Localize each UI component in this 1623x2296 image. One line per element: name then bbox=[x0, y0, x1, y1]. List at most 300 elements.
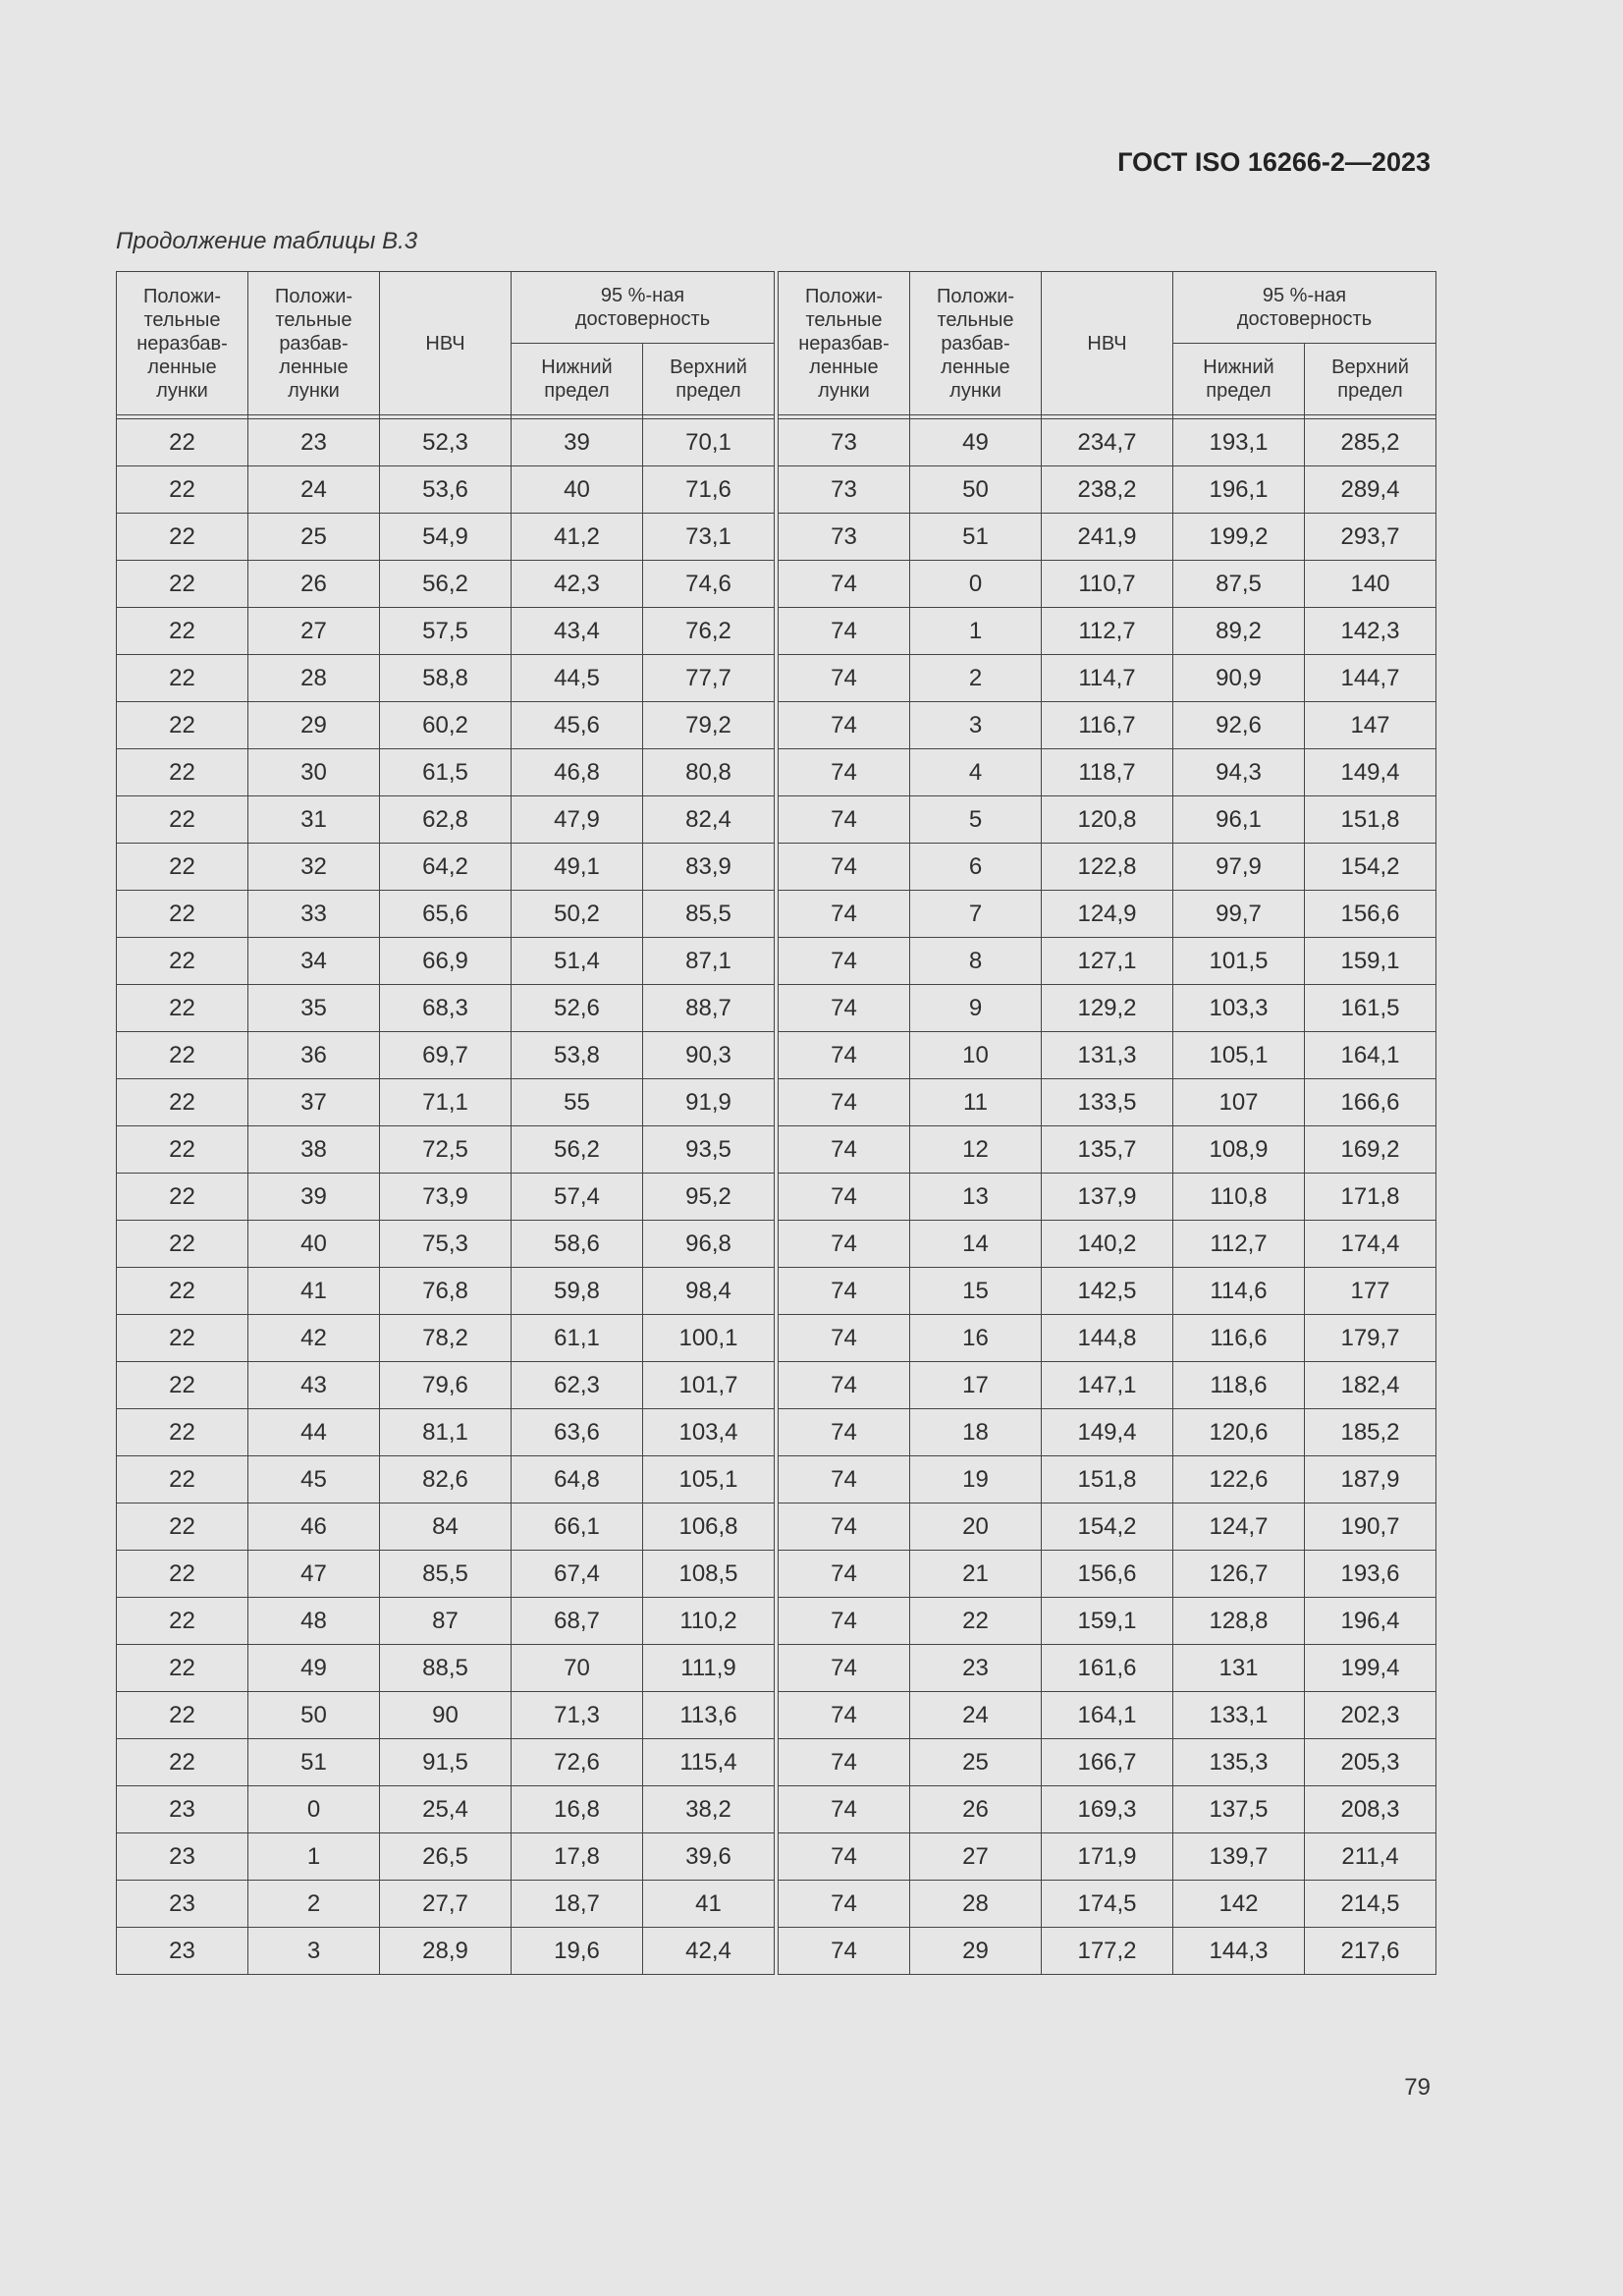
table-cell: 166,7 bbox=[1042, 1739, 1173, 1786]
header-upper-limit: Верхний предел bbox=[643, 344, 775, 415]
table-cell: 42 bbox=[248, 1315, 380, 1362]
table-cell: 53,8 bbox=[512, 1032, 643, 1079]
table-cell: 116,6 bbox=[1173, 1315, 1305, 1362]
table-cell: 19,6 bbox=[512, 1928, 643, 1975]
table-cell: 22 bbox=[117, 1456, 248, 1503]
table-cell: 49,1 bbox=[512, 844, 643, 891]
table-cell: 108,9 bbox=[1173, 1126, 1305, 1174]
table-cell: 74 bbox=[779, 1503, 910, 1551]
table-row bbox=[117, 514, 1436, 561]
table-cell: 22 bbox=[117, 1692, 248, 1739]
table-cell: 74 bbox=[779, 938, 910, 985]
table-cell: 73 bbox=[779, 419, 910, 466]
table-row bbox=[117, 1786, 1436, 1833]
table-cell: 108,5 bbox=[643, 1551, 775, 1598]
table-row bbox=[117, 1268, 1436, 1315]
table-cell: 124,9 bbox=[1042, 891, 1173, 938]
table-cell: 147 bbox=[1305, 702, 1436, 749]
table-row bbox=[117, 1126, 1436, 1174]
table-cell: 93,5 bbox=[643, 1126, 775, 1174]
table-row bbox=[117, 796, 1436, 844]
table-cell: 11 bbox=[910, 1079, 1042, 1126]
table-cell: 73,1 bbox=[643, 514, 775, 561]
table-cell: 80,8 bbox=[643, 749, 775, 796]
table-cell: 82,4 bbox=[643, 796, 775, 844]
table-cell: 87,5 bbox=[1173, 561, 1305, 608]
header-confidence-group: 95 %-ная достоверность bbox=[512, 272, 775, 344]
table-row bbox=[117, 419, 1436, 466]
table-cell: 89,2 bbox=[1173, 608, 1305, 655]
table-cell: 47,9 bbox=[512, 796, 643, 844]
table-row bbox=[117, 1362, 1436, 1409]
table-cell: 74 bbox=[779, 1221, 910, 1268]
table-cell: 79,6 bbox=[380, 1362, 512, 1409]
document-id: ГОСТ ISO 16266-2—2023 bbox=[1117, 147, 1431, 177]
table-cell: 90,3 bbox=[643, 1032, 775, 1079]
table-cell: 142,5 bbox=[1042, 1268, 1173, 1315]
table-cell: 135,7 bbox=[1042, 1126, 1173, 1174]
table-cell: 63,6 bbox=[512, 1409, 643, 1456]
table-cell: 70,1 bbox=[643, 419, 775, 466]
table-cell: 31 bbox=[248, 796, 380, 844]
table-cell: 51,4 bbox=[512, 938, 643, 985]
table-row bbox=[117, 1551, 1436, 1598]
table-cell: 8 bbox=[910, 938, 1042, 985]
table-cell: 164,1 bbox=[1042, 1692, 1173, 1739]
table-cell: 70 bbox=[512, 1645, 643, 1692]
table-cell: 74 bbox=[779, 1598, 910, 1645]
table-cell: 24 bbox=[910, 1692, 1042, 1739]
table-cell: 22 bbox=[117, 1079, 248, 1126]
table-cell: 22 bbox=[117, 1032, 248, 1079]
table-row bbox=[117, 938, 1436, 985]
table-cell: 12 bbox=[910, 1126, 1042, 1174]
table-cell: 22 bbox=[117, 702, 248, 749]
header-confidence-group: 95 %-ная достоверность bbox=[1173, 272, 1436, 344]
table-row bbox=[117, 844, 1436, 891]
table-cell: 156,6 bbox=[1305, 891, 1436, 938]
table-cell: 241,9 bbox=[1042, 514, 1173, 561]
table-cell: 64,8 bbox=[512, 1456, 643, 1503]
table-cell: 3 bbox=[248, 1928, 380, 1975]
table-cell: 151,8 bbox=[1042, 1456, 1173, 1503]
table-cell: 23 bbox=[117, 1786, 248, 1833]
table-row bbox=[117, 655, 1436, 702]
table-body bbox=[117, 419, 1436, 1975]
table-cell: 101,7 bbox=[643, 1362, 775, 1409]
table-cell: 88,7 bbox=[643, 985, 775, 1032]
table-cell: 28 bbox=[248, 655, 380, 702]
table-cell: 83,9 bbox=[643, 844, 775, 891]
table-cell: 75,3 bbox=[380, 1221, 512, 1268]
table-cell: 17 bbox=[910, 1362, 1042, 1409]
table-cell: 23 bbox=[117, 1833, 248, 1881]
table-cell: 164,1 bbox=[1305, 1032, 1436, 1079]
table-row bbox=[117, 749, 1436, 796]
table-cell: 36 bbox=[248, 1032, 380, 1079]
table-cell: 111,9 bbox=[643, 1645, 775, 1692]
table-cell: 78,2 bbox=[380, 1315, 512, 1362]
table-cell: 74,6 bbox=[643, 561, 775, 608]
table-cell: 149,4 bbox=[1042, 1409, 1173, 1456]
table-cell: 19 bbox=[910, 1456, 1042, 1503]
table-cell: 56,2 bbox=[380, 561, 512, 608]
table-cell: 110,2 bbox=[643, 1598, 775, 1645]
table-cell: 122,8 bbox=[1042, 844, 1173, 891]
table-cell: 23 bbox=[117, 1928, 248, 1975]
table-cell: 79,2 bbox=[643, 702, 775, 749]
table-cell: 22 bbox=[117, 466, 248, 514]
table-cell: 51 bbox=[248, 1739, 380, 1786]
table-cell: 61,1 bbox=[512, 1315, 643, 1362]
table-cell: 217,6 bbox=[1305, 1928, 1436, 1975]
table-cell: 98,4 bbox=[643, 1268, 775, 1315]
header-lower-limit: Нижний предел bbox=[1173, 344, 1305, 415]
table-cell: 113,6 bbox=[643, 1692, 775, 1739]
table-caption: Продолжение таблицы В.3 bbox=[116, 228, 418, 254]
table-cell: 120,6 bbox=[1173, 1409, 1305, 1456]
table-cell: 3 bbox=[910, 702, 1042, 749]
table-cell: 289,4 bbox=[1305, 466, 1436, 514]
table-cell: 10 bbox=[910, 1032, 1042, 1079]
table-row bbox=[117, 1409, 1436, 1456]
table-cell: 58,6 bbox=[512, 1221, 643, 1268]
table-cell: 71,6 bbox=[643, 466, 775, 514]
table-cell: 25 bbox=[248, 514, 380, 561]
table-row bbox=[117, 1881, 1436, 1928]
table-cell: 22 bbox=[117, 1503, 248, 1551]
table-row bbox=[117, 1833, 1436, 1881]
table-cell: 74 bbox=[779, 1268, 910, 1315]
table-cell: 67,4 bbox=[512, 1551, 643, 1598]
table-cell: 144,8 bbox=[1042, 1315, 1173, 1362]
table-cell: 22 bbox=[117, 1739, 248, 1786]
table-row bbox=[117, 1645, 1436, 1692]
table-cell: 137,5 bbox=[1173, 1786, 1305, 1833]
table-cell: 87,1 bbox=[643, 938, 775, 985]
table-cell: 140,2 bbox=[1042, 1221, 1173, 1268]
table-cell: 71,1 bbox=[380, 1079, 512, 1126]
table-cell: 44,5 bbox=[512, 655, 643, 702]
table-cell: 45,6 bbox=[512, 702, 643, 749]
table-cell: 166,6 bbox=[1305, 1079, 1436, 1126]
table-cell: 16,8 bbox=[512, 1786, 643, 1833]
table-cell: 45 bbox=[248, 1456, 380, 1503]
table-cell: 127,1 bbox=[1042, 938, 1173, 985]
table-cell: 74 bbox=[779, 844, 910, 891]
table-cell: 161,6 bbox=[1042, 1645, 1173, 1692]
table-cell: 43 bbox=[248, 1362, 380, 1409]
table-cell: 22 bbox=[117, 1645, 248, 1692]
table-cell: 30 bbox=[248, 749, 380, 796]
table-cell: 177 bbox=[1305, 1268, 1436, 1315]
table-cell: 106,8 bbox=[643, 1503, 775, 1551]
table-cell: 50 bbox=[910, 466, 1042, 514]
table-row bbox=[117, 1315, 1436, 1362]
table-cell: 29 bbox=[248, 702, 380, 749]
table-cell: 71,3 bbox=[512, 1692, 643, 1739]
table-cell: 174,5 bbox=[1042, 1881, 1173, 1928]
table-cell: 77,7 bbox=[643, 655, 775, 702]
table-cell: 41,2 bbox=[512, 514, 643, 561]
table-cell: 64,2 bbox=[380, 844, 512, 891]
table-cell: 22 bbox=[117, 796, 248, 844]
table-cell: 22 bbox=[117, 1362, 248, 1409]
table-cell: 94,3 bbox=[1173, 749, 1305, 796]
table-cell: 90,9 bbox=[1173, 655, 1305, 702]
table-cell: 38,2 bbox=[643, 1786, 775, 1833]
table-cell: 211,4 bbox=[1305, 1833, 1436, 1881]
table-cell: 66,9 bbox=[380, 938, 512, 985]
table-cell: 177,2 bbox=[1042, 1928, 1173, 1975]
table-row bbox=[117, 1928, 1436, 1975]
table-cell: 22 bbox=[117, 1221, 248, 1268]
table-cell: 65,6 bbox=[380, 891, 512, 938]
table-cell: 34 bbox=[248, 938, 380, 985]
table-cell: 39,6 bbox=[643, 1833, 775, 1881]
table-cell: 42,3 bbox=[512, 561, 643, 608]
table-cell: 76,8 bbox=[380, 1268, 512, 1315]
table-cell: 234,7 bbox=[1042, 419, 1173, 466]
table-cell: 156,6 bbox=[1042, 1551, 1173, 1598]
table-cell: 43,4 bbox=[512, 608, 643, 655]
table-cell: 193,1 bbox=[1173, 419, 1305, 466]
table-cell: 96,1 bbox=[1173, 796, 1305, 844]
table-cell: 33 bbox=[248, 891, 380, 938]
table-cell: 25,4 bbox=[380, 1786, 512, 1833]
table-cell: 74 bbox=[779, 1833, 910, 1881]
table-cell: 74 bbox=[779, 1786, 910, 1833]
table-cell: 59,8 bbox=[512, 1268, 643, 1315]
table-cell: 22 bbox=[117, 1598, 248, 1645]
table-cell: 135,3 bbox=[1173, 1739, 1305, 1786]
table-cell: 208,3 bbox=[1305, 1786, 1436, 1833]
table-cell: 107 bbox=[1173, 1079, 1305, 1126]
table-cell: 159,1 bbox=[1042, 1598, 1173, 1645]
table-cell: 5 bbox=[910, 796, 1042, 844]
table-cell: 26 bbox=[248, 561, 380, 608]
table-cell: 118,6 bbox=[1173, 1362, 1305, 1409]
table-cell: 73,9 bbox=[380, 1174, 512, 1221]
header-positive-diluted: Положи- тельные разбав- ленные лунки bbox=[248, 272, 380, 415]
table-row bbox=[117, 466, 1436, 514]
table-cell: 122,6 bbox=[1173, 1456, 1305, 1503]
table-cell: 24 bbox=[248, 466, 380, 514]
table-cell: 110,8 bbox=[1173, 1174, 1305, 1221]
table-cell: 179,7 bbox=[1305, 1315, 1436, 1362]
table-row bbox=[117, 1598, 1436, 1645]
table-cell: 97,9 bbox=[1173, 844, 1305, 891]
table-cell: 15 bbox=[910, 1268, 1042, 1315]
table-cell: 7 bbox=[910, 891, 1042, 938]
table-cell: 44 bbox=[248, 1409, 380, 1456]
table-cell: 62,3 bbox=[512, 1362, 643, 1409]
table-cell: 101,5 bbox=[1173, 938, 1305, 985]
table-cell: 238,2 bbox=[1042, 466, 1173, 514]
table-row bbox=[117, 702, 1436, 749]
table-cell: 52,3 bbox=[380, 419, 512, 466]
table-cell: 115,4 bbox=[643, 1739, 775, 1786]
table-cell: 74 bbox=[779, 1456, 910, 1503]
table-cell: 21 bbox=[910, 1551, 1042, 1598]
table-cell: 96,8 bbox=[643, 1221, 775, 1268]
table-cell: 17,8 bbox=[512, 1833, 643, 1881]
table-cell: 110,7 bbox=[1042, 561, 1173, 608]
table-cell: 22 bbox=[117, 655, 248, 702]
table-cell: 185,2 bbox=[1305, 1409, 1436, 1456]
table-cell: 74 bbox=[779, 1551, 910, 1598]
table-cell: 39 bbox=[248, 1174, 380, 1221]
table-cell: 69,7 bbox=[380, 1032, 512, 1079]
table-cell: 74 bbox=[779, 1739, 910, 1786]
table-cell: 54,9 bbox=[380, 514, 512, 561]
table-cell: 74 bbox=[779, 1362, 910, 1409]
table-cell: 1 bbox=[910, 608, 1042, 655]
table-cell: 22 bbox=[117, 891, 248, 938]
table-cell: 27 bbox=[248, 608, 380, 655]
table-cell: 199,2 bbox=[1173, 514, 1305, 561]
data-table bbox=[116, 271, 1436, 1975]
table-cell: 22 bbox=[117, 1174, 248, 1221]
table-cell: 91,9 bbox=[643, 1079, 775, 1126]
table-cell: 22 bbox=[117, 514, 248, 561]
table-row bbox=[117, 1032, 1436, 1079]
table-cell: 120,8 bbox=[1042, 796, 1173, 844]
table-cell: 74 bbox=[779, 1315, 910, 1362]
table-cell: 131,3 bbox=[1042, 1032, 1173, 1079]
table-cell: 28,9 bbox=[380, 1928, 512, 1975]
table-cell: 74 bbox=[779, 749, 910, 796]
table-cell: 0 bbox=[910, 561, 1042, 608]
table-cell: 95,2 bbox=[643, 1174, 775, 1221]
table-cell: 38 bbox=[248, 1126, 380, 1174]
table-cell: 74 bbox=[779, 561, 910, 608]
table-cell: 25 bbox=[910, 1739, 1042, 1786]
table-cell: 196,4 bbox=[1305, 1598, 1436, 1645]
table-cell: 285,2 bbox=[1305, 419, 1436, 466]
table-cell: 116,7 bbox=[1042, 702, 1173, 749]
table-cell: 74 bbox=[779, 891, 910, 938]
table-cell: 6 bbox=[910, 844, 1042, 891]
table-cell: 27 bbox=[910, 1833, 1042, 1881]
table-cell: 23 bbox=[248, 419, 380, 466]
table-cell: 68,7 bbox=[512, 1598, 643, 1645]
table-cell: 22 bbox=[117, 608, 248, 655]
table-row bbox=[117, 891, 1436, 938]
table-cell: 40 bbox=[248, 1221, 380, 1268]
table-cell: 182,4 bbox=[1305, 1362, 1436, 1409]
table-cell: 74 bbox=[779, 702, 910, 749]
table-cell: 90 bbox=[380, 1692, 512, 1739]
table-cell: 47 bbox=[248, 1551, 380, 1598]
table-cell: 42,4 bbox=[643, 1928, 775, 1975]
table-cell: 128,8 bbox=[1173, 1598, 1305, 1645]
table-cell: 56,2 bbox=[512, 1126, 643, 1174]
table-cell: 60,2 bbox=[380, 702, 512, 749]
table-cell: 144,3 bbox=[1173, 1928, 1305, 1975]
table-cell: 28 bbox=[910, 1881, 1042, 1928]
table-cell: 126,7 bbox=[1173, 1551, 1305, 1598]
table-cell: 1 bbox=[248, 1833, 380, 1881]
table-cell: 174,4 bbox=[1305, 1221, 1436, 1268]
table-cell: 53,6 bbox=[380, 466, 512, 514]
page-number: 79 bbox=[1404, 2074, 1431, 2101]
table-cell: 74 bbox=[779, 1645, 910, 1692]
table-cell: 74 bbox=[779, 655, 910, 702]
table-cell: 23 bbox=[117, 1881, 248, 1928]
header-mpn: НВЧ bbox=[380, 272, 512, 415]
table-cell: 74 bbox=[779, 1692, 910, 1739]
table-cell: 41 bbox=[248, 1268, 380, 1315]
table-cell: 74 bbox=[779, 1079, 910, 1126]
table-cell: 137,9 bbox=[1042, 1174, 1173, 1221]
header-positive-undiluted: Положи- тельные неразбав- ленные лунки bbox=[779, 272, 910, 415]
table-row bbox=[117, 1079, 1436, 1126]
table-cell: 205,3 bbox=[1305, 1739, 1436, 1786]
table-cell: 18,7 bbox=[512, 1881, 643, 1928]
header-lower-limit: Нижний предел bbox=[512, 344, 643, 415]
table-cell: 52,6 bbox=[512, 985, 643, 1032]
table-cell: 171,8 bbox=[1305, 1174, 1436, 1221]
table-cell: 22 bbox=[117, 1315, 248, 1362]
table-cell: 49 bbox=[248, 1645, 380, 1692]
table-cell: 62,8 bbox=[380, 796, 512, 844]
table-cell: 74 bbox=[779, 1409, 910, 1456]
table-cell: 214,5 bbox=[1305, 1881, 1436, 1928]
table-cell: 48 bbox=[248, 1598, 380, 1645]
table-cell: 87 bbox=[380, 1598, 512, 1645]
table-cell: 74 bbox=[779, 1032, 910, 1079]
table-cell: 196,1 bbox=[1173, 466, 1305, 514]
table-cell: 103,4 bbox=[643, 1409, 775, 1456]
table-cell: 84 bbox=[380, 1503, 512, 1551]
table-cell: 57,5 bbox=[380, 608, 512, 655]
table-cell: 149,4 bbox=[1305, 749, 1436, 796]
table-cell: 0 bbox=[248, 1786, 380, 1833]
table-cell: 85,5 bbox=[380, 1551, 512, 1598]
table-cell: 22 bbox=[117, 1409, 248, 1456]
table-cell: 202,3 bbox=[1305, 1692, 1436, 1739]
table-cell: 46 bbox=[248, 1503, 380, 1551]
table-cell: 55 bbox=[512, 1079, 643, 1126]
table-cell: 154,2 bbox=[1305, 844, 1436, 891]
header-upper-limit: Верхний предел bbox=[1305, 344, 1436, 415]
table-cell: 13 bbox=[910, 1174, 1042, 1221]
table-cell: 74 bbox=[779, 985, 910, 1032]
table-cell: 171,9 bbox=[1042, 1833, 1173, 1881]
table-cell: 37 bbox=[248, 1079, 380, 1126]
table-cell: 58,8 bbox=[380, 655, 512, 702]
table-cell: 133,5 bbox=[1042, 1079, 1173, 1126]
table-cell: 22 bbox=[117, 1551, 248, 1598]
header-mpn: НВЧ bbox=[1042, 272, 1173, 415]
header-positive-diluted: Положи- тельные разбав- ленные лунки bbox=[910, 272, 1042, 415]
table-cell: 40 bbox=[512, 466, 643, 514]
table-cell: 187,9 bbox=[1305, 1456, 1436, 1503]
table-row bbox=[117, 608, 1436, 655]
table-cell: 82,6 bbox=[380, 1456, 512, 1503]
table-cell: 22 bbox=[117, 1126, 248, 1174]
table-cell: 20 bbox=[910, 1503, 1042, 1551]
table-cell: 22 bbox=[117, 844, 248, 891]
table-cell: 140 bbox=[1305, 561, 1436, 608]
table-cell: 88,5 bbox=[380, 1645, 512, 1692]
table-cell: 133,1 bbox=[1173, 1692, 1305, 1739]
table-cell: 81,1 bbox=[380, 1409, 512, 1456]
table-cell: 154,2 bbox=[1042, 1503, 1173, 1551]
table-row bbox=[117, 1174, 1436, 1221]
table-cell: 26 bbox=[910, 1786, 1042, 1833]
